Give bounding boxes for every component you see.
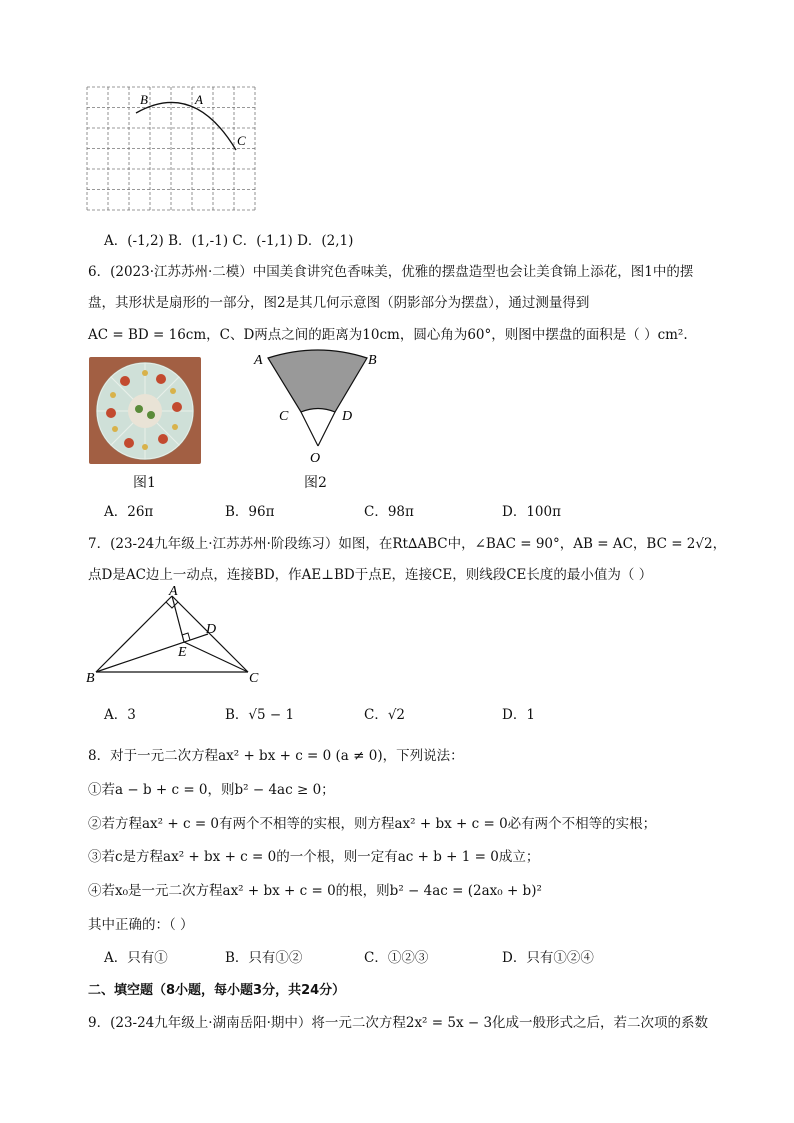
q6-line2: 盘，其形状是扇形的一部分，图2是其几何示意图（阴影部分为摆盘），通过测量得到 [88, 295, 590, 311]
q7-option-b: B．√5 − 1 [225, 707, 295, 723]
q7-triangle-figure [84, 584, 274, 688]
section-2-heading: 二、填空题（8小题，每小题3分，共24分） [88, 983, 346, 998]
q8-statement-4: ④若x₀是一元二次方程ax² + bx + c = 0的根，则b² − 4ac = (2ax₀ + b)² [88, 883, 542, 899]
q6-fig1-photo [89, 357, 201, 464]
q7-option-d: D．1 [502, 707, 535, 723]
q7-label-b: B [86, 671, 95, 686]
q6-fig2-shaded-region [268, 350, 367, 412]
q6-line3: AC = BD = 16cm，C、D两点之间的距离为10cm，圆心角为60°，则图中摆盘的面积是（ ）cm². [88, 327, 688, 343]
q7-label-e: E [178, 645, 187, 660]
q6-fig2-label-b: B [368, 353, 377, 368]
q7-label-a: A [169, 584, 178, 599]
q6-fig2-label-a: A [254, 353, 263, 368]
q5-label-b: B [140, 92, 148, 107]
q8-ask: 其中正确的：（ ） [88, 917, 194, 933]
q6-option-b: B．96π [225, 504, 275, 520]
q8-option-b: B．只有①② [225, 950, 303, 966]
q8-statement-1: ①若a − b + c = 0，则b² − 4ac ≥ 0； [88, 782, 335, 798]
q6-fig2-label-c: C [279, 409, 289, 424]
q5-label-a: A [195, 92, 203, 107]
q8-statement-2: ②若方程ax² + c = 0有两个不相等的实根，则方程ax² + bx + c = 0必有两个不相等的实根； [88, 816, 657, 832]
q6-fig2-caption: 图2 [304, 475, 327, 491]
q9-line1: 9．(23-24九年级上·湖南岳阳·期中）将一元二次方程2x² = 5x − 3化成一般形式之后，若二次项的系数 [88, 1015, 709, 1031]
q8-line1: 8．对于一元二次方程ax² + bx + c = 0 (a ≠ 0)，下列说法： [88, 748, 464, 764]
q6-option-d: D．100π [502, 504, 561, 520]
q8-option-c: C．①②③ [364, 950, 429, 966]
q5-label-c: C [237, 133, 246, 148]
q6-line1: 6．(2023·江苏苏州·二模）中国美食讲究色香味美，优雅的摆盘造型也会让美食锦上添花，图1中的摆 [88, 264, 694, 280]
q6-fig2-label-o: O [310, 451, 321, 466]
q5-arc [136, 102, 236, 150]
q6-fig1-caption: 图1 [133, 475, 156, 491]
q5-options: A．(-1,2) B．(1,-1) C．(-1,1) D．(2,1) [104, 233, 354, 249]
q6-fig2-sector [250, 348, 380, 468]
q8-option-a: A．只有① [104, 950, 168, 966]
q8-option-d: D．只有①②④ [502, 950, 594, 966]
q7-line1: 7．(23-24九年级上·江苏苏州·阶段练习）如图，在Rt∆ABC中，∠BAC = 90°，AB = AC，BC = 2√2， [88, 536, 727, 552]
q8-statement-3: ③若c是方程ax² + bx + c = 0的一个根，则一定有ac + b + 1 = 0成立； [88, 849, 540, 865]
q5-grid-figure [86, 86, 258, 212]
q7-line2: 点D是AC边上一动点，连接BD，作AE⊥BD于点E，连接CE，则线段CE长度的最小值为（ ） [88, 567, 653, 583]
q6-fig2-label-d: D [342, 409, 353, 424]
q7-option-a: A．3 [104, 707, 136, 723]
q6-option-c: C．98π [364, 504, 414, 520]
q7-label-c: C [249, 671, 259, 686]
q6-option-a: A．26π [104, 504, 154, 520]
q7-option-c: C．√2 [364, 707, 406, 723]
q7-label-d: D [206, 622, 217, 637]
